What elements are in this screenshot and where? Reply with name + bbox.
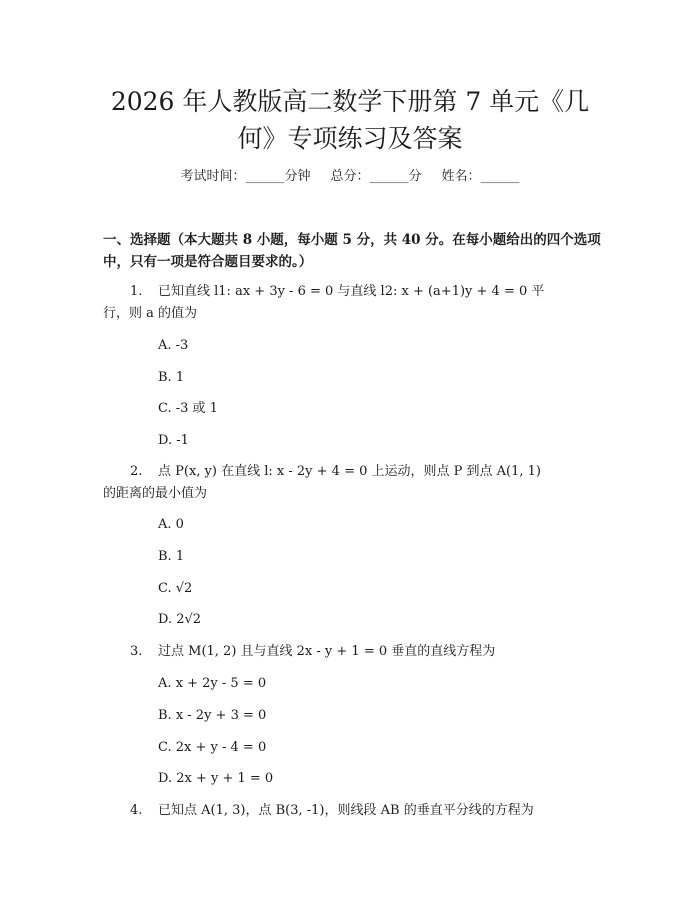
question-3-option-a: A. x + 2y - 5 = 0: [158, 676, 267, 691]
question-number: 3.: [130, 644, 143, 659]
question-1-option-a: A. -3: [158, 338, 189, 353]
question-number: 2.: [130, 464, 143, 479]
question-3-option-b: B. x - 2y + 3 = 0: [158, 708, 267, 723]
question-1-option-d: D. -1: [158, 433, 189, 448]
question-2-option-c: C. √2: [158, 581, 193, 596]
page-title-line-2: 何》专项练习及答案: [237, 124, 463, 153]
question-3: [130, 642, 495, 662]
question-3-option-d: D. 2x + y + 1 = 0: [158, 771, 274, 786]
question-2: [130, 462, 541, 482]
question-number: 4.: [130, 803, 143, 818]
question-1-option-b: B. 1: [158, 370, 185, 385]
question-2-option-d: D. 2√2: [158, 612, 202, 627]
question-2-option-a: A. 0: [158, 517, 184, 532]
question-2-option-b: B. 1: [158, 549, 185, 564]
question-text: 过点 M(1, 2) 且与直线 2x - y + 1 = 0 垂直的直线方程为: [158, 644, 496, 659]
question-1-continuation: 行，则 a 的值为: [103, 306, 198, 321]
total-score-field: 总分：______分: [330, 169, 422, 184]
question-text: 已知点 A(1, 3)，点 B(3, -1)，则线段 AB 的垂直平分线的方程为: [158, 803, 534, 818]
question-text: 已知直线 l1: ax + 3y - 6 = 0 与直线 l2: x + (a+1)y + 4 = 0 平: [158, 284, 545, 299]
question-3-option-c: C. 2x + y - 4 = 0: [158, 740, 267, 755]
exam-time-field: 考试时间：______分钟: [180, 169, 311, 184]
question-number: 1.: [130, 284, 143, 299]
question-2-continuation: 的距离的最小值为: [103, 486, 208, 501]
question-text: 点 P(x, y) 在直线 l: x - 2y + 4 = 0 上运动，则点 P 到点 A(1, 1): [158, 464, 541, 479]
question-1: [130, 282, 544, 302]
exam-meta: [0, 166, 700, 188]
section-heading-line-1: 一、选择题（本大题共 8 小题，每小题 5 分，共 40 分。在每小题给出的四个选项: [103, 232, 601, 248]
question-1-option-c: C. -3 或 1: [158, 401, 218, 416]
question-4: [130, 801, 534, 821]
page-title-line-1: 2026 年人教版高二数学下册第 7 单元《几: [110, 87, 590, 116]
student-name-field: 姓名：______: [441, 169, 520, 184]
section-heading-line-2: 中，只有一项是符合题目要求的。）: [103, 254, 313, 270]
